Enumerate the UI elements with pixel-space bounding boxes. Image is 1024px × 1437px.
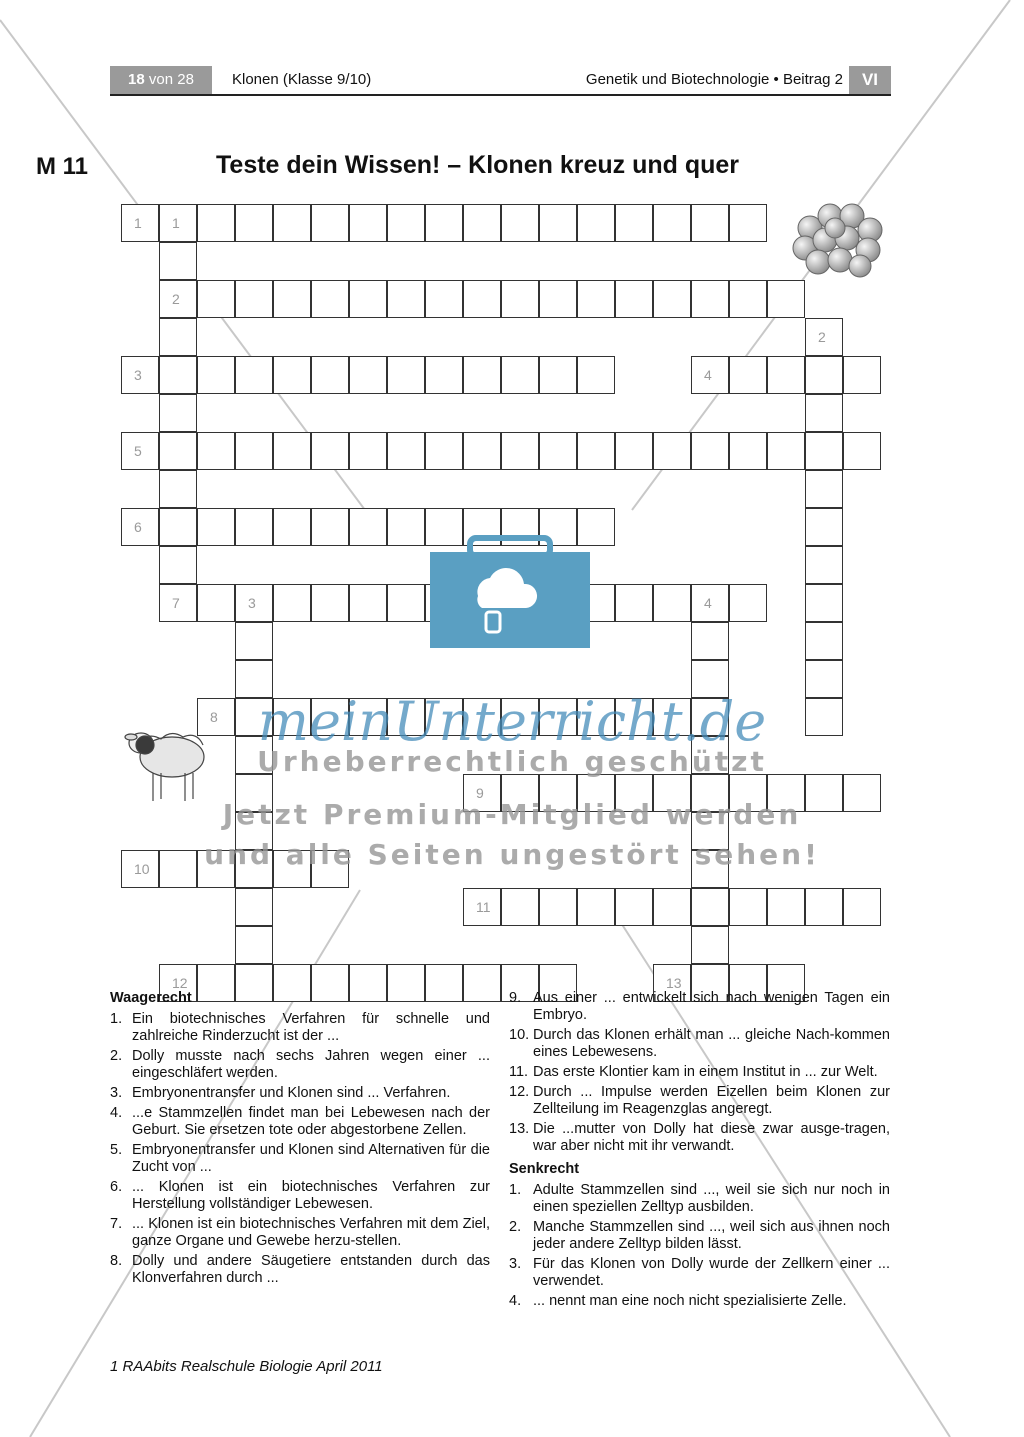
clue-item: 7. ... Klonen ist ein biotechnisches Verfahren mit dem Ziel, ganze Organe und Gewebe herzu-stellen.: [110, 1216, 490, 1249]
clue-number: 2: [818, 329, 826, 345]
crossword-cell[interactable]: [311, 432, 349, 470]
clue-number: 11: [476, 899, 491, 915]
crossword-cell[interactable]: [387, 432, 425, 470]
crossword-cell[interactable]: [577, 584, 615, 622]
clue-number: 2: [172, 291, 180, 307]
crossword-cell[interactable]: [159, 546, 197, 584]
crossword-cell[interactable]: [577, 356, 615, 394]
crossword-cell[interactable]: [729, 204, 767, 242]
crossword-cell[interactable]: [653, 584, 691, 622]
crossword-cell[interactable]: [767, 432, 805, 470]
crossword-cell[interactable]: [691, 622, 729, 660]
crossword-cell[interactable]: [577, 432, 615, 470]
clue-item: 3. Embryonentransfer und Klonen sind ... Verfahren.: [110, 1085, 451, 1101]
crossword-cell[interactable]: [349, 508, 387, 546]
crossword-cell[interactable]: [653, 888, 691, 926]
crossword-cell[interactable]: [767, 280, 805, 318]
crossword-cell[interactable]: [349, 584, 387, 622]
crossword-cell[interactable]: [387, 584, 425, 622]
crossword-cell[interactable]: [577, 508, 615, 546]
clue-number: 12: [172, 975, 188, 991]
volume-badge: VI: [849, 66, 891, 94]
crossword-cell[interactable]: [235, 926, 273, 964]
clue-number: 8: [210, 709, 218, 725]
clues-continued: [509, 990, 890, 1313]
crossword-cell[interactable]: [311, 584, 349, 622]
crossword-cell[interactable]: [387, 508, 425, 546]
clue-item: 1. Adulte Stammzellen sind ..., weil sie sich nur noch in einen speziellen Zelltyp ausbilden.: [509, 1182, 890, 1215]
crossword-cell[interactable]: [805, 394, 843, 432]
crossword-cell[interactable]: [805, 888, 843, 926]
crossword-cell[interactable]: [425, 508, 463, 546]
page-footer: 1 RAAbits Realschule Biologie April 2011: [110, 1358, 383, 1375]
crossword-cell[interactable]: [235, 280, 273, 318]
crossword-cell[interactable]: [539, 508, 577, 546]
crossword-cell[interactable]: [615, 204, 653, 242]
clue-item: 4. ...e Stammzellen findet man bei Lebewesen nach der Geburt. Sie ersetzen tote oder abgestorbene Zellen.: [110, 1105, 490, 1138]
crossword-cell[interactable]: [653, 204, 691, 242]
crossword-cell[interactable]: [235, 356, 273, 394]
crossword-cell[interactable]: [729, 888, 767, 926]
crossword-cell[interactable]: [425, 356, 463, 394]
cell-cluster-illustration: [790, 198, 885, 283]
crossword-cell[interactable]: [843, 432, 881, 470]
crossword-cell[interactable]: [463, 280, 501, 318]
watermark-line1: Urheberrechtlich geschützt: [257, 745, 767, 778]
crossword-cell[interactable]: [729, 356, 767, 394]
crossword-cell[interactable]: [729, 584, 767, 622]
crossword-cell[interactable]: [615, 888, 653, 926]
crossword-cell[interactable]: [349, 204, 387, 242]
crossword-cell[interactable]: [615, 280, 653, 318]
crossword-cell[interactable]: [463, 204, 501, 242]
crossword-cell[interactable]: [501, 356, 539, 394]
clue-item: 11. Das erste Klontier kam in einem Institut in ... zur Welt.: [509, 1064, 878, 1080]
crossword-cell[interactable]: [691, 204, 729, 242]
crossword-cell[interactable]: [691, 888, 729, 926]
crossword-cell[interactable]: [159, 394, 197, 432]
crossword-cell[interactable]: [843, 888, 881, 926]
crossword-cell[interactable]: [653, 280, 691, 318]
clue-number: 3: [248, 595, 256, 611]
crossword-cell[interactable]: [577, 204, 615, 242]
clue-item: 9. Aus einer ... entwickelt sich nach wenigen Tagen ein Embryo.: [509, 990, 890, 1023]
crossword-cell[interactable]: [311, 356, 349, 394]
crossword-cell[interactable]: [425, 204, 463, 242]
crossword-cell[interactable]: [577, 888, 615, 926]
crossword-cell[interactable]: [273, 508, 311, 546]
crossword-cell[interactable]: [235, 888, 273, 926]
document-title: Klonen (Klasse 9/10): [232, 71, 372, 88]
crossword-cell[interactable]: [653, 432, 691, 470]
crossword-cell[interactable]: [539, 888, 577, 926]
crossword-cell[interactable]: [577, 280, 615, 318]
crossword-cell[interactable]: [463, 356, 501, 394]
clue-item: 2. Manche Stammzellen sind ..., weil sich aus ihnen noch jeder andere Zelltyp bilden lässt.: [509, 1219, 890, 1252]
clue-number: 10: [134, 861, 150, 877]
crossword-cell[interactable]: [159, 318, 197, 356]
crossword-cell[interactable]: [501, 204, 539, 242]
crossword-cell[interactable]: [235, 622, 273, 660]
crossword-cell[interactable]: [501, 432, 539, 470]
crossword-cell[interactable]: [691, 926, 729, 964]
clue-item: 4. ... nennt man eine noch nicht spezialisierte Zelle.: [509, 1293, 847, 1309]
crossword-cell[interactable]: [425, 432, 463, 470]
clue-number: 5: [134, 443, 142, 459]
crossword-cell[interactable]: [501, 888, 539, 926]
watermark-brand: meinUnterricht.de: [257, 690, 767, 753]
crossword-cell[interactable]: [805, 584, 843, 622]
crossword-cell[interactable]: [729, 280, 767, 318]
crossword-cell[interactable]: [463, 584, 501, 622]
clue-number: 4: [704, 595, 712, 611]
clue-item: 8. Dolly und andere Säugetiere entstanden durch das Klonverfahren durch ...: [110, 1253, 490, 1286]
crossword-cell[interactable]: [197, 432, 235, 470]
crossword-cell[interactable]: [311, 508, 349, 546]
clue-number: 7: [172, 595, 180, 611]
clue-number: 6: [134, 519, 142, 535]
crossword-cell[interactable]: [349, 432, 387, 470]
crossword-cell[interactable]: [539, 280, 577, 318]
crossword-cell[interactable]: [197, 356, 235, 394]
crossword-cell[interactable]: [501, 584, 539, 622]
watermark-line2: Jetzt Premium-Mitglied werden: [222, 798, 802, 831]
crossword-cell[interactable]: [539, 204, 577, 242]
crossword-cell[interactable]: [197, 508, 235, 546]
crossword-cell[interactable]: [691, 280, 729, 318]
crossword-cell[interactable]: [273, 584, 311, 622]
crossword-cell[interactable]: [349, 356, 387, 394]
crossword-cell[interactable]: [159, 242, 197, 280]
crossword-cell[interactable]: [235, 508, 273, 546]
crossword-cell[interactable]: [273, 432, 311, 470]
clue-item: 1. Ein biotechnisches Verfahren für schnelle und zahlreiche Rinderzucht ist der ...: [110, 1011, 490, 1044]
crossword-cell[interactable]: [273, 280, 311, 318]
clue-number: 1: [172, 215, 180, 231]
clue-number: 13: [666, 975, 682, 991]
crossword-cell[interactable]: [767, 356, 805, 394]
clue-number: 1: [134, 215, 142, 231]
crossword-cell[interactable]: [425, 280, 463, 318]
crossword-cell[interactable]: [805, 356, 843, 394]
crossword-cell[interactable]: [159, 356, 197, 394]
clue-item: 10. Durch das Klonen erhält man ... gleiche Nach-kommen eines Lebewesens.: [509, 1027, 890, 1060]
clue-number: 4: [704, 367, 712, 383]
crossword-cell[interactable]: [501, 508, 539, 546]
clue-number: 9: [476, 785, 484, 801]
crossword-cell[interactable]: [539, 432, 577, 470]
series-title: Genetik und Biotechnologie • Beitrag 2: [585, 71, 843, 88]
vertical-heading: Senkrecht: [509, 1161, 580, 1177]
crossword-cell[interactable]: [615, 432, 653, 470]
crossword-cell[interactable]: [387, 280, 425, 318]
crossword-cell[interactable]: [615, 584, 653, 622]
crossword-cell[interactable]: [159, 470, 197, 508]
crossword-cell[interactable]: [387, 204, 425, 242]
watermark-line3: und alle Seiten ungestört sehen!: [204, 838, 820, 871]
clue-item: 13. Die ...mutter von Dolly hat diese zwar ausge-tragen, war aber nicht mit ihr verwandt.: [509, 1121, 890, 1154]
crossword-cell[interactable]: [273, 204, 311, 242]
clue-item: 6. ... Klonen ist ein biotechnisches Verfahren zur Herstellung vollständiger Lebewesen.: [110, 1179, 490, 1212]
crossword-cell[interactable]: [805, 508, 843, 546]
crossword-cell[interactable]: [767, 888, 805, 926]
crossword-cell[interactable]: [805, 470, 843, 508]
crossword-cell[interactable]: [159, 432, 197, 470]
crossword-cell[interactable]: [235, 432, 273, 470]
crossword-cell[interactable]: [463, 432, 501, 470]
crossword-cell[interactable]: [311, 204, 349, 242]
horizontal-heading: Waagerecht: [110, 990, 192, 1006]
crossword-cell[interactable]: [539, 356, 577, 394]
crossword-cell[interactable]: [197, 204, 235, 242]
crossword-cell[interactable]: [805, 546, 843, 584]
crossword-cell[interactable]: [843, 356, 881, 394]
page-number: 18: [128, 71, 145, 88]
crossword-cell[interactable]: [805, 622, 843, 660]
crossword-cell[interactable]: [235, 204, 273, 242]
clues-horizontal: [110, 990, 490, 1290]
crossword-cell[interactable]: [805, 432, 843, 470]
crossword-cell[interactable]: [387, 356, 425, 394]
crossword-cell[interactable]: [501, 280, 539, 318]
clue-item: 5. Embryonentransfer und Klonen sind Alternativen für die Zucht von ...: [110, 1142, 490, 1175]
crossword-cell[interactable]: [425, 584, 463, 622]
page-total: von 28: [148, 71, 194, 88]
page-title: Teste dein Wissen! – Klonen kreuz und quer: [216, 151, 740, 179]
clue-number: 3: [134, 367, 142, 383]
material-label: M 11: [36, 153, 89, 180]
crossword-cell[interactable]: [159, 508, 197, 546]
crossword-cell[interactable]: [349, 280, 387, 318]
crossword-cell[interactable]: [197, 280, 235, 318]
clue-item: 3. Für das Klonen von Dolly wurde der Zellkern einer ... verwendet.: [509, 1256, 890, 1289]
clue-item: 12. Durch ... Impulse werden Eizellen beim Klonen zur Zellteilung im Reagenzglas angeregt.: [509, 1084, 890, 1117]
crossword-cell[interactable]: [539, 584, 577, 622]
crossword-cell[interactable]: [311, 280, 349, 318]
crossword-cell[interactable]: [197, 584, 235, 622]
clue-item: 2. Dolly musste nach sechs Jahren wegen einer ... eingeschläfert werden.: [110, 1048, 490, 1081]
crossword-cell[interactable]: [273, 356, 311, 394]
crossword-cell[interactable]: [463, 508, 501, 546]
crossword-cell[interactable]: [691, 432, 729, 470]
crossword-cell[interactable]: [729, 432, 767, 470]
